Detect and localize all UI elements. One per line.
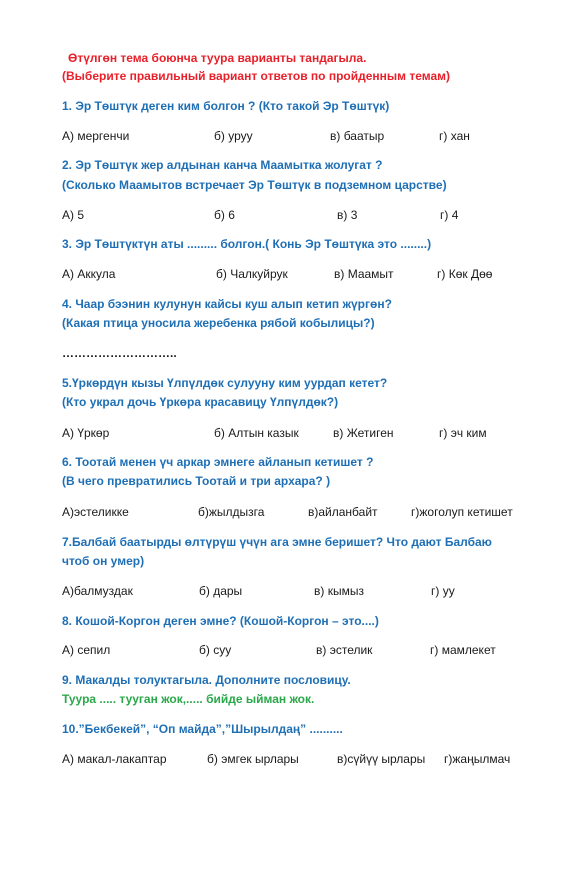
question-2-option-c[interactable]: в) 3 xyxy=(337,208,358,222)
question-9-text: 9. Макалды толуктагыла. Дополните пословицу. xyxy=(62,673,351,687)
question-8-option-a[interactable]: А) сепил xyxy=(62,643,111,657)
question-7-option-c[interactable]: в) кымыз xyxy=(314,584,364,598)
header-title-russian: (Выберите правильный вариант ответов по пройденным темам) xyxy=(62,69,451,83)
question-3-option-a[interactable]: А) Аккула xyxy=(62,267,116,281)
question-6-option-b[interactable]: б)жылдызга xyxy=(198,505,265,519)
question-10-option-c[interactable]: в)сүйүү ырлары xyxy=(337,752,426,766)
question-4-text-russian: (Какая птица уносила жеребенка рябой кобылицы?) xyxy=(62,316,375,330)
question-2-option-b[interactable]: б) 6 xyxy=(214,208,235,222)
question-6-text-russian: (В чего превратились Тоотай и три архара? ) xyxy=(62,474,331,488)
question-2-text-russian: (Сколько Маамытов встречает Эр Төштүк в подземном царстве) xyxy=(62,178,447,192)
question-2-option-d[interactable]: г) 4 xyxy=(440,208,459,222)
question-7-option-b[interactable]: б) дары xyxy=(199,584,243,598)
question-5-option-a[interactable]: А) Үркөр xyxy=(62,426,110,440)
question-9-proverb: Туура ..... тууган жок,..... бийде ыйман жок. xyxy=(62,692,315,706)
question-3-option-d[interactable]: г) Көк Дөө xyxy=(437,267,493,281)
question-7-text-russian: чтоб он умер) xyxy=(62,554,145,568)
question-8-option-d[interactable]: г) мамлекет xyxy=(430,643,496,657)
question-3-option-c[interactable]: в) Маамыт xyxy=(334,267,394,281)
question-5-option-b[interactable]: б) Алтын казык xyxy=(214,426,299,440)
question-10-option-b[interactable]: б) эмгек ырлары xyxy=(207,752,299,766)
question-6-text: 6. Тоотай менен үч аркар эмнеге айланып кетишет ? xyxy=(62,455,374,469)
question-1-text: 1. Эр Төштүк деген ким болгон ? (Кто такой Эр Төштүк) xyxy=(62,99,390,113)
question-5-option-c[interactable]: в) Жетиген xyxy=(333,426,394,440)
question-5-text: 5.Үркөрдүн кызы Үлпүлдөк сулууну ким уурдап кетет? xyxy=(62,376,388,390)
question-1-option-a[interactable]: А) мергенчи xyxy=(62,129,130,143)
question-1-option-b[interactable]: б) уруу xyxy=(214,129,253,143)
question-8-option-b[interactable]: б) суу xyxy=(199,643,232,657)
question-6-option-c[interactable]: в)айланбайт xyxy=(308,505,378,519)
question-1-option-c[interactable]: в) баатыр xyxy=(330,129,385,143)
question-4-answer-blank[interactable]: ……………………….. xyxy=(62,346,177,360)
question-5-text-russian: (Кто украл дочь Үркөра красавицу Үлпүлдөк?) xyxy=(62,395,339,409)
question-6-option-a[interactable]: А)эстеликке xyxy=(62,505,129,519)
question-3-option-b[interactable]: б) Чалкуйрук xyxy=(216,267,288,281)
question-10-option-d[interactable]: г)жаңылмач xyxy=(444,752,511,766)
question-4-text: 4. Чаар бээнин кулунун кайсы куш алып кетип жүргөн? xyxy=(62,297,392,311)
header-title-kyrgyz: Өтүлгөн тема боюнча туура варианты тандагыла. xyxy=(68,51,367,65)
question-8-text: 8. Кошой-Коргон деген эмне? (Кошой-Коргон – это....) xyxy=(62,614,379,628)
question-10-text: 10.”Бекбекей”, “Оп майда”,”Шырылдаң” .......... xyxy=(62,722,343,736)
question-10-option-a[interactable]: А) макал-лакаптар xyxy=(62,752,167,766)
question-7-text: 7.Балбай баатырды өлтүрүш үчүн ага эмне беришет? Что дают Балбаю xyxy=(62,535,492,549)
question-3-text: 3. Эр Төштүктүн аты ......... болгон.( Конь Эр Төштүка это ........) xyxy=(62,237,432,251)
question-2-text: 2. Эр Төштүк жер алдынан канча Маамытка жолугат ? xyxy=(62,158,383,172)
question-8-option-c[interactable]: в) эстелик xyxy=(316,643,373,657)
question-7-option-d[interactable]: г) уу xyxy=(431,584,455,598)
question-6-option-d[interactable]: г)жоголуп кетишет xyxy=(411,505,513,519)
question-5-option-d[interactable]: г) эч ким xyxy=(439,426,487,440)
question-7-option-a[interactable]: А)балмуздак xyxy=(62,584,133,598)
question-1-option-d[interactable]: г) хан xyxy=(439,129,470,143)
question-2-option-a[interactable]: А) 5 xyxy=(62,208,85,222)
